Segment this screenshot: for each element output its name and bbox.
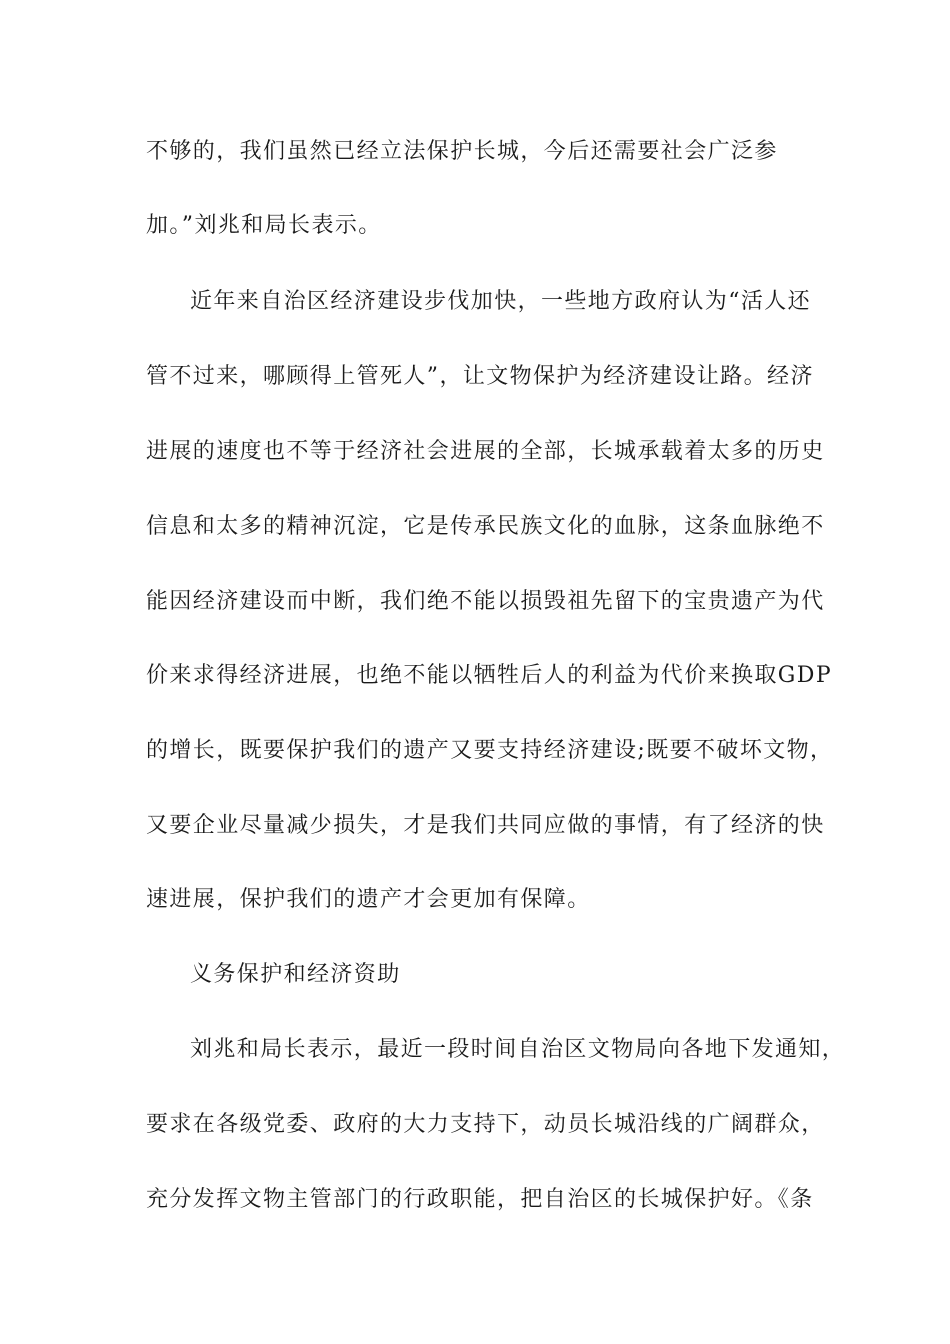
section-heading: 义务保护和经济资助 — [190, 962, 401, 987]
text-line: 充分发挥文物主管部门的行政职能，把自治区的长城保护好。《条 — [146, 1187, 814, 1212]
text-line: 速进展，保护我们的遗产才会更加有保障。 — [146, 887, 591, 912]
text-line: 信息和太多的精神沉淀，它是传承民族文化的血脉，这条血脉绝不 — [146, 514, 825, 539]
text-line: 加。”刘兆和局长表示。 — [146, 213, 382, 238]
text-line: 又要企业尽量减少损失，才是我们共同应做的事情，有了经济的快 — [146, 813, 825, 838]
text-line: 管不过来，哪顾得上管死人”，让文物保护为经济建设让路。经济 — [146, 364, 814, 389]
text-line: 能因经济建设而中断，我们绝不能以损毁祖先留下的宝贵遗产为代 — [146, 589, 825, 614]
paragraph-start-line: 刘兆和局长表示，最近一段时间自治区文物局向各地下发通知， — [190, 1037, 846, 1062]
text-line: 进展的速度也不等于经济社会进展的全部，长城承载着太多的历史 — [146, 439, 825, 464]
text-line: 价来求得经济进展，也绝不能以牺牲后人的利益为代价来换取GDP — [146, 663, 833, 688]
text-line: 的增长，既要保护我们的遗产又要支持经济建设;既要不破坏文物， — [146, 738, 834, 763]
text-line: 要求在各级党委、政府的大力支持下，动员长城沿线的广阔群众， — [146, 1112, 825, 1137]
paragraph-start-line: 近年来自治区经济建设步伐加快，一些地方政府认为“活人还 — [190, 289, 812, 314]
text-line: 不够的，我们虽然已经立法保护长城，今后还需要社会广泛参 — [146, 139, 778, 164]
